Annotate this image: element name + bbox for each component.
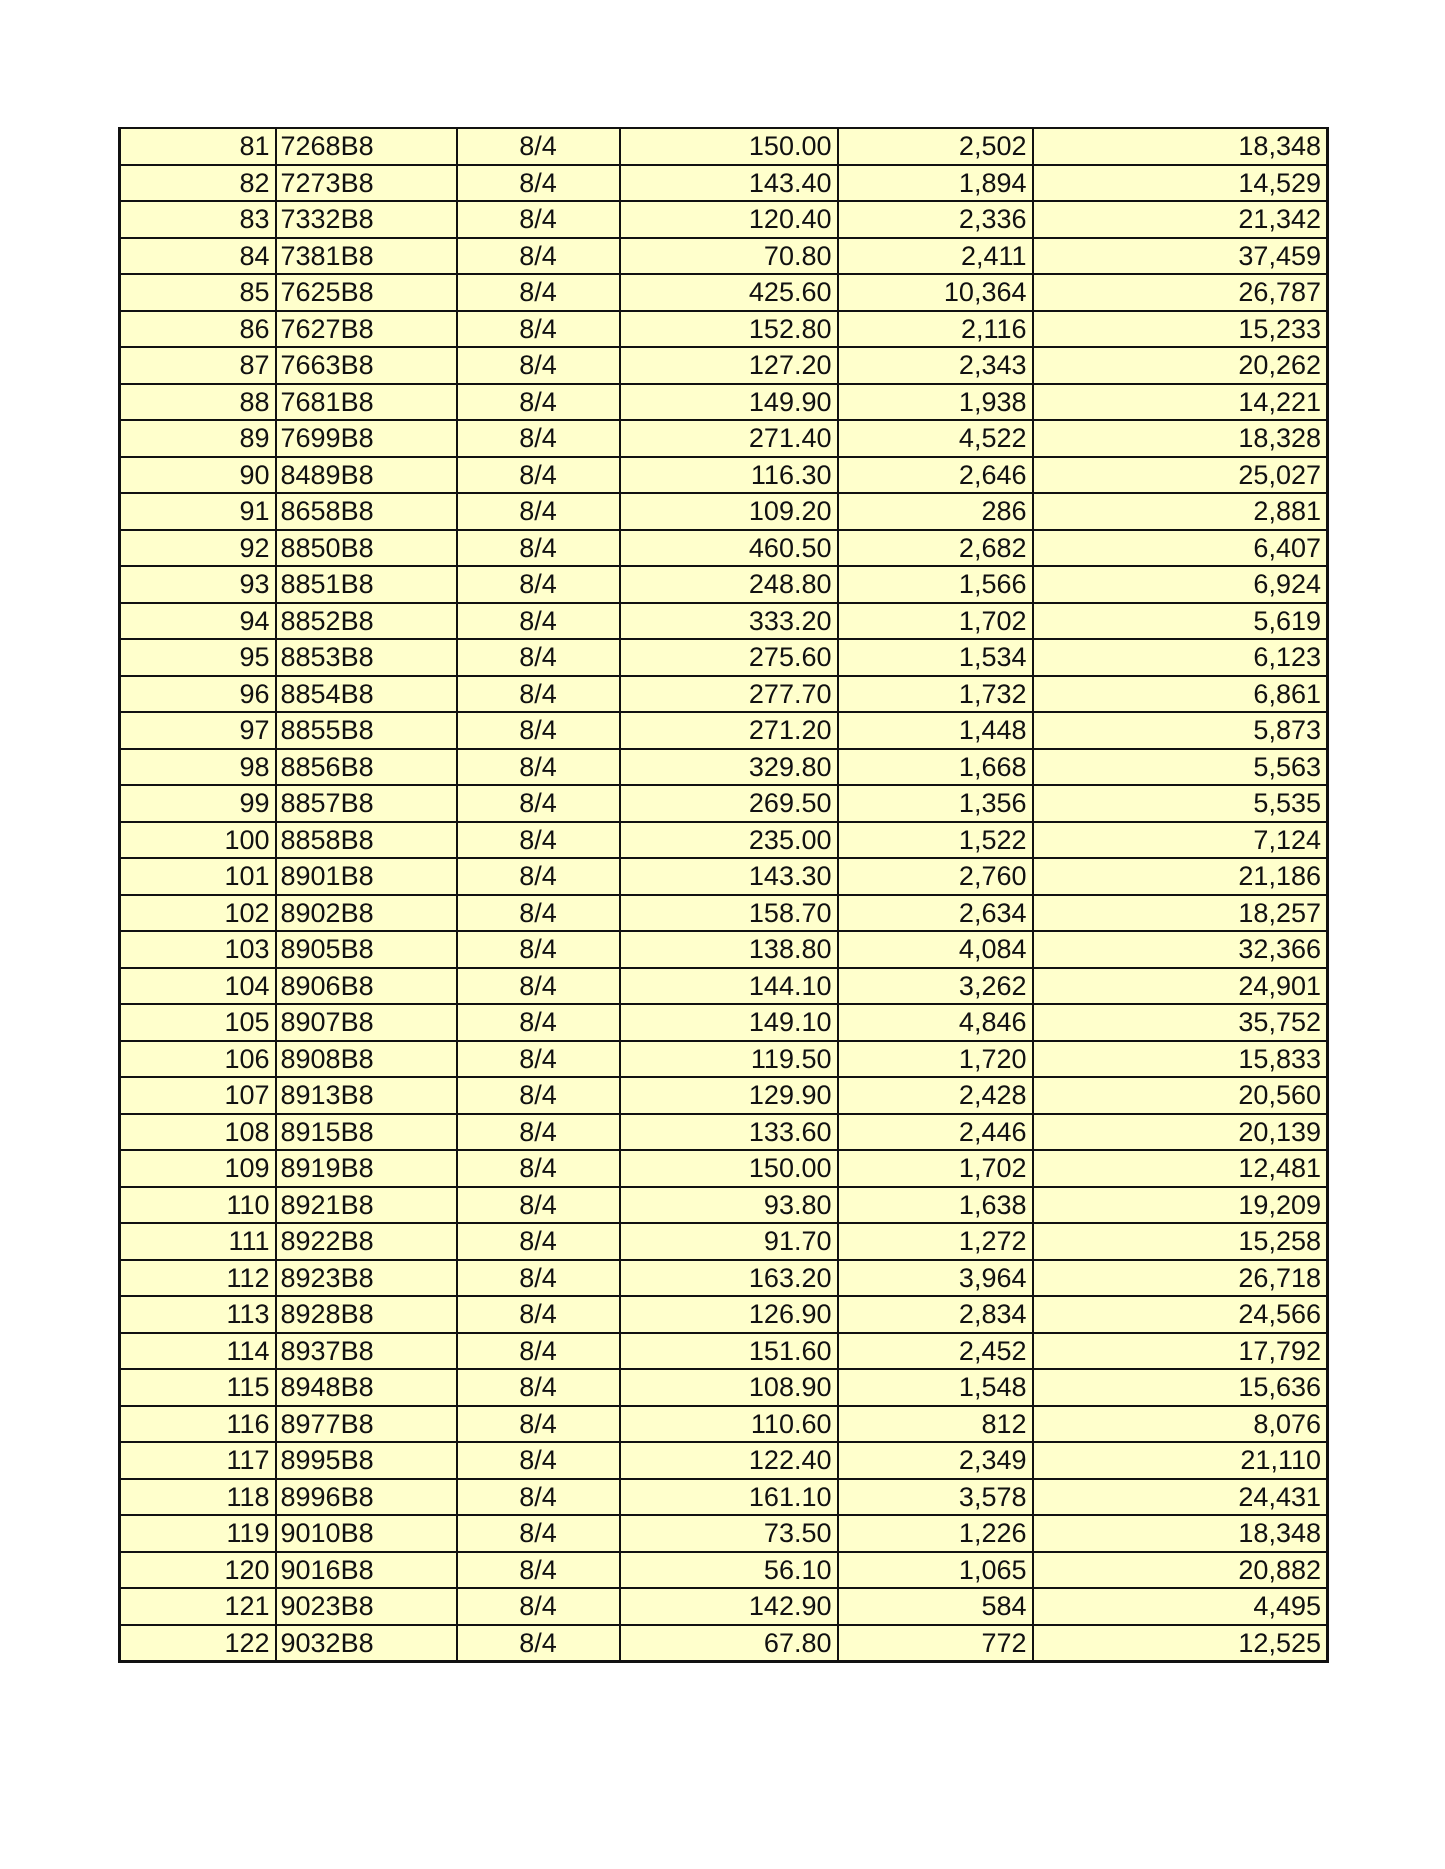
thickness-cell: 8/4 <box>457 639 620 676</box>
row-number-cell: 81 <box>120 128 276 165</box>
thickness-cell: 8/4 <box>457 311 620 348</box>
item-code-cell: 8855B8 <box>276 712 457 749</box>
value-c-cell: 14,529 <box>1033 165 1328 202</box>
row-number-cell: 107 <box>120 1077 276 1114</box>
value-b-cell: 1,702 <box>838 1150 1033 1187</box>
value-b-cell: 1,272 <box>838 1223 1033 1260</box>
value-c-cell: 24,901 <box>1033 968 1328 1005</box>
value-c-cell: 7,124 <box>1033 822 1328 859</box>
row-number-cell: 83 <box>120 201 276 238</box>
value-b-cell: 10,364 <box>838 274 1033 311</box>
table-row <box>120 931 1328 968</box>
value-c-cell: 19,209 <box>1033 1187 1328 1224</box>
value-a-cell: 149.10 <box>620 1004 838 1041</box>
item-code-cell: 8856B8 <box>276 749 457 786</box>
value-c-cell: 5,619 <box>1033 603 1328 640</box>
row-number-cell: 109 <box>120 1150 276 1187</box>
value-a-cell: 119.50 <box>620 1041 838 1078</box>
thickness-cell: 8/4 <box>457 1223 620 1260</box>
row-number-cell: 82 <box>120 165 276 202</box>
item-code-cell: 8854B8 <box>276 676 457 713</box>
table-row <box>120 749 1328 786</box>
value-c-cell: 6,123 <box>1033 639 1328 676</box>
table-row <box>120 1223 1328 1260</box>
value-b-cell: 1,522 <box>838 822 1033 859</box>
value-b-cell: 2,336 <box>838 201 1033 238</box>
item-code-cell: 7381B8 <box>276 238 457 275</box>
value-a-cell: 109.20 <box>620 493 838 530</box>
thickness-cell: 8/4 <box>457 1625 620 1662</box>
value-a-cell: 277.70 <box>620 676 838 713</box>
row-number-cell: 89 <box>120 420 276 457</box>
table-row <box>120 1588 1328 1625</box>
table-row <box>120 1041 1328 1078</box>
row-number-cell: 92 <box>120 530 276 567</box>
table-row <box>120 1442 1328 1479</box>
thickness-cell: 8/4 <box>457 712 620 749</box>
item-code-cell: 8902B8 <box>276 895 457 932</box>
value-c-cell: 24,566 <box>1033 1296 1328 1333</box>
value-c-cell: 18,328 <box>1033 420 1328 457</box>
item-code-cell: 8922B8 <box>276 1223 457 1260</box>
value-c-cell: 20,139 <box>1033 1114 1328 1151</box>
value-c-cell: 15,636 <box>1033 1369 1328 1406</box>
item-code-cell: 8852B8 <box>276 603 457 640</box>
value-a-cell: 163.20 <box>620 1260 838 1297</box>
item-code-cell: 9032B8 <box>276 1625 457 1662</box>
value-a-cell: 108.90 <box>620 1369 838 1406</box>
value-a-cell: 73.50 <box>620 1515 838 1552</box>
row-number-cell: 99 <box>120 785 276 822</box>
value-a-cell: 460.50 <box>620 530 838 567</box>
row-number-cell: 116 <box>120 1406 276 1443</box>
value-b-cell: 1,938 <box>838 384 1033 421</box>
thickness-cell: 8/4 <box>457 1041 620 1078</box>
item-code-cell: 9016B8 <box>276 1552 457 1589</box>
value-a-cell: 93.80 <box>620 1187 838 1224</box>
item-code-cell: 8850B8 <box>276 530 457 567</box>
value-a-cell: 235.00 <box>620 822 838 859</box>
value-b-cell: 3,262 <box>838 968 1033 1005</box>
row-number-cell: 93 <box>120 566 276 603</box>
table-row <box>120 274 1328 311</box>
value-a-cell: 138.80 <box>620 931 838 968</box>
value-c-cell: 18,257 <box>1033 895 1328 932</box>
value-c-cell: 20,262 <box>1033 347 1328 384</box>
value-a-cell: 67.80 <box>620 1625 838 1662</box>
value-c-cell: 17,792 <box>1033 1333 1328 1370</box>
item-code-cell: 8948B8 <box>276 1369 457 1406</box>
row-number-cell: 110 <box>120 1187 276 1224</box>
value-c-cell: 5,563 <box>1033 749 1328 786</box>
table-row <box>120 1077 1328 1114</box>
thickness-cell: 8/4 <box>457 1406 620 1443</box>
table-row <box>120 128 1328 165</box>
value-c-cell: 14,221 <box>1033 384 1328 421</box>
item-code-cell: 8901B8 <box>276 858 457 895</box>
value-b-cell: 1,566 <box>838 566 1033 603</box>
value-b-cell: 4,522 <box>838 420 1033 457</box>
thickness-cell: 8/4 <box>457 1114 620 1151</box>
table-row <box>120 858 1328 895</box>
table-row <box>120 420 1328 457</box>
value-a-cell: 150.00 <box>620 128 838 165</box>
thickness-cell: 8/4 <box>457 384 620 421</box>
value-a-cell: 70.80 <box>620 238 838 275</box>
value-c-cell: 32,366 <box>1033 931 1328 968</box>
value-c-cell: 35,752 <box>1033 1004 1328 1041</box>
item-code-cell: 7681B8 <box>276 384 457 421</box>
value-c-cell: 26,787 <box>1033 274 1328 311</box>
value-b-cell: 2,834 <box>838 1296 1033 1333</box>
row-number-cell: 87 <box>120 347 276 384</box>
item-code-cell: 7273B8 <box>276 165 457 202</box>
thickness-cell: 8/4 <box>457 676 620 713</box>
value-a-cell: 158.70 <box>620 895 838 932</box>
row-number-cell: 112 <box>120 1260 276 1297</box>
table-row <box>120 1187 1328 1224</box>
value-a-cell: 150.00 <box>620 1150 838 1187</box>
thickness-cell: 8/4 <box>457 566 620 603</box>
value-b-cell: 2,116 <box>838 311 1033 348</box>
value-b-cell: 286 <box>838 493 1033 530</box>
table-row <box>120 968 1328 1005</box>
item-code-cell: 8908B8 <box>276 1041 457 1078</box>
thickness-cell: 8/4 <box>457 1442 620 1479</box>
item-code-cell: 8915B8 <box>276 1114 457 1151</box>
item-code-cell: 7663B8 <box>276 347 457 384</box>
value-b-cell: 1,534 <box>838 639 1033 676</box>
value-b-cell: 2,428 <box>838 1077 1033 1114</box>
value-c-cell: 18,348 <box>1033 128 1328 165</box>
row-number-cell: 90 <box>120 457 276 494</box>
row-number-cell: 117 <box>120 1442 276 1479</box>
row-number-cell: 106 <box>120 1041 276 1078</box>
value-c-cell: 20,882 <box>1033 1552 1328 1589</box>
table-row <box>120 1625 1328 1662</box>
value-b-cell: 2,760 <box>838 858 1033 895</box>
thickness-cell: 8/4 <box>457 1333 620 1370</box>
value-a-cell: 269.50 <box>620 785 838 822</box>
value-c-cell: 37,459 <box>1033 238 1328 275</box>
item-code-cell: 8995B8 <box>276 1442 457 1479</box>
value-a-cell: 91.70 <box>620 1223 838 1260</box>
thickness-cell: 8/4 <box>457 931 620 968</box>
value-c-cell: 6,861 <box>1033 676 1328 713</box>
value-c-cell: 15,833 <box>1033 1041 1328 1078</box>
row-number-cell: 97 <box>120 712 276 749</box>
thickness-cell: 8/4 <box>457 1004 620 1041</box>
item-code-cell: 8921B8 <box>276 1187 457 1224</box>
thickness-cell: 8/4 <box>457 493 620 530</box>
item-code-cell: 8913B8 <box>276 1077 457 1114</box>
value-a-cell: 151.60 <box>620 1333 838 1370</box>
value-b-cell: 2,634 <box>838 895 1033 932</box>
table-row <box>120 895 1328 932</box>
table-row <box>120 603 1328 640</box>
value-a-cell: 275.60 <box>620 639 838 676</box>
item-code-cell: 8977B8 <box>276 1406 457 1443</box>
item-code-cell: 8858B8 <box>276 822 457 859</box>
table-row <box>120 347 1328 384</box>
value-b-cell: 1,702 <box>838 603 1033 640</box>
thickness-cell: 8/4 <box>457 1588 620 1625</box>
value-c-cell: 15,233 <box>1033 311 1328 348</box>
row-number-cell: 100 <box>120 822 276 859</box>
thickness-cell: 8/4 <box>457 1479 620 1516</box>
item-code-cell: 7627B8 <box>276 311 457 348</box>
value-a-cell: 116.30 <box>620 457 838 494</box>
row-number-cell: 91 <box>120 493 276 530</box>
value-a-cell: 126.90 <box>620 1296 838 1333</box>
value-b-cell: 1,894 <box>838 165 1033 202</box>
value-b-cell: 1,720 <box>838 1041 1033 1078</box>
table-row <box>120 1150 1328 1187</box>
value-b-cell: 584 <box>838 1588 1033 1625</box>
table-row <box>120 712 1328 749</box>
thickness-cell: 8/4 <box>457 1515 620 1552</box>
row-number-cell: 104 <box>120 968 276 1005</box>
value-a-cell: 149.90 <box>620 384 838 421</box>
value-b-cell: 772 <box>838 1625 1033 1662</box>
value-c-cell: 6,407 <box>1033 530 1328 567</box>
row-number-cell: 96 <box>120 676 276 713</box>
value-a-cell: 248.80 <box>620 566 838 603</box>
table-row <box>120 1369 1328 1406</box>
table-row <box>120 1260 1328 1297</box>
row-number-cell: 94 <box>120 603 276 640</box>
value-a-cell: 143.40 <box>620 165 838 202</box>
value-a-cell: 110.60 <box>620 1406 838 1443</box>
table-row <box>120 785 1328 822</box>
value-a-cell: 425.60 <box>620 274 838 311</box>
value-b-cell: 2,682 <box>838 530 1033 567</box>
value-b-cell: 3,964 <box>838 1260 1033 1297</box>
value-b-cell: 1,548 <box>838 1369 1033 1406</box>
thickness-cell: 8/4 <box>457 347 620 384</box>
value-b-cell: 1,448 <box>838 712 1033 749</box>
value-b-cell: 1,356 <box>838 785 1033 822</box>
thickness-cell: 8/4 <box>457 1150 620 1187</box>
value-c-cell: 5,873 <box>1033 712 1328 749</box>
value-b-cell: 2,502 <box>838 128 1033 165</box>
row-number-cell: 121 <box>120 1588 276 1625</box>
table-body <box>120 128 1328 1662</box>
value-a-cell: 161.10 <box>620 1479 838 1516</box>
table-row <box>120 311 1328 348</box>
table-row <box>120 822 1328 859</box>
table-row <box>120 639 1328 676</box>
value-a-cell: 122.40 <box>620 1442 838 1479</box>
value-a-cell: 144.10 <box>620 968 838 1005</box>
item-code-cell: 8857B8 <box>276 785 457 822</box>
item-code-cell: 7268B8 <box>276 128 457 165</box>
value-b-cell: 2,452 <box>838 1333 1033 1370</box>
value-c-cell: 18,348 <box>1033 1515 1328 1552</box>
thickness-cell: 8/4 <box>457 420 620 457</box>
item-code-cell: 7332B8 <box>276 201 457 238</box>
value-b-cell: 4,846 <box>838 1004 1033 1041</box>
value-c-cell: 21,342 <box>1033 201 1328 238</box>
value-a-cell: 127.20 <box>620 347 838 384</box>
value-c-cell: 4,495 <box>1033 1588 1328 1625</box>
thickness-cell: 8/4 <box>457 1296 620 1333</box>
value-b-cell: 812 <box>838 1406 1033 1443</box>
item-code-cell: 8923B8 <box>276 1260 457 1297</box>
item-code-cell: 8907B8 <box>276 1004 457 1041</box>
value-b-cell: 2,446 <box>838 1114 1033 1151</box>
row-number-cell: 118 <box>120 1479 276 1516</box>
item-code-cell: 8851B8 <box>276 566 457 603</box>
row-number-cell: 86 <box>120 311 276 348</box>
item-code-cell: 8906B8 <box>276 968 457 1005</box>
value-c-cell: 20,560 <box>1033 1077 1328 1114</box>
row-number-cell: 85 <box>120 274 276 311</box>
table-row <box>120 1114 1328 1151</box>
item-code-cell: 8905B8 <box>276 931 457 968</box>
value-a-cell: 143.30 <box>620 858 838 895</box>
thickness-cell: 8/4 <box>457 1260 620 1297</box>
row-number-cell: 102 <box>120 895 276 932</box>
row-number-cell: 103 <box>120 931 276 968</box>
table-row <box>120 676 1328 713</box>
thickness-cell: 8/4 <box>457 858 620 895</box>
value-c-cell: 6,924 <box>1033 566 1328 603</box>
row-number-cell: 101 <box>120 858 276 895</box>
thickness-cell: 8/4 <box>457 1369 620 1406</box>
item-code-cell: 7699B8 <box>276 420 457 457</box>
value-a-cell: 129.90 <box>620 1077 838 1114</box>
table-row <box>120 1552 1328 1589</box>
item-code-cell: 9023B8 <box>276 1588 457 1625</box>
value-c-cell: 21,110 <box>1033 1442 1328 1479</box>
row-number-cell: 114 <box>120 1333 276 1370</box>
row-number-cell: 105 <box>120 1004 276 1041</box>
value-c-cell: 15,258 <box>1033 1223 1328 1260</box>
row-number-cell: 95 <box>120 639 276 676</box>
value-b-cell: 2,646 <box>838 457 1033 494</box>
row-number-cell: 122 <box>120 1625 276 1662</box>
thickness-cell: 8/4 <box>457 785 620 822</box>
thickness-cell: 8/4 <box>457 274 620 311</box>
table-row <box>120 165 1328 202</box>
data-table <box>118 127 1329 1663</box>
table-row <box>120 1515 1328 1552</box>
thickness-cell: 8/4 <box>457 749 620 786</box>
row-number-cell: 115 <box>120 1369 276 1406</box>
item-code-cell: 8658B8 <box>276 493 457 530</box>
value-c-cell: 5,535 <box>1033 785 1328 822</box>
value-b-cell: 1,226 <box>838 1515 1033 1552</box>
table-row <box>120 201 1328 238</box>
thickness-cell: 8/4 <box>457 1077 620 1114</box>
row-number-cell: 98 <box>120 749 276 786</box>
value-a-cell: 142.90 <box>620 1588 838 1625</box>
table-row <box>120 1004 1328 1041</box>
table-row <box>120 493 1328 530</box>
value-a-cell: 56.10 <box>620 1552 838 1589</box>
row-number-cell: 113 <box>120 1296 276 1333</box>
item-code-cell: 8919B8 <box>276 1150 457 1187</box>
item-code-cell: 8996B8 <box>276 1479 457 1516</box>
thickness-cell: 8/4 <box>457 895 620 932</box>
value-b-cell: 1,668 <box>838 749 1033 786</box>
item-code-cell: 8937B8 <box>276 1333 457 1370</box>
table-row <box>120 1479 1328 1516</box>
thickness-cell: 8/4 <box>457 128 620 165</box>
thickness-cell: 8/4 <box>457 822 620 859</box>
value-a-cell: 120.40 <box>620 201 838 238</box>
thickness-cell: 8/4 <box>457 165 620 202</box>
value-c-cell: 21,186 <box>1033 858 1328 895</box>
row-number-cell: 88 <box>120 384 276 421</box>
table-row <box>120 238 1328 275</box>
table-row <box>120 1333 1328 1370</box>
thickness-cell: 8/4 <box>457 603 620 640</box>
value-a-cell: 271.40 <box>620 420 838 457</box>
value-c-cell: 25,027 <box>1033 457 1328 494</box>
item-code-cell: 8489B8 <box>276 457 457 494</box>
value-a-cell: 333.20 <box>620 603 838 640</box>
item-code-cell: 8853B8 <box>276 639 457 676</box>
value-a-cell: 271.20 <box>620 712 838 749</box>
thickness-cell: 8/4 <box>457 530 620 567</box>
table-row <box>120 566 1328 603</box>
thickness-cell: 8/4 <box>457 201 620 238</box>
value-a-cell: 152.80 <box>620 311 838 348</box>
value-b-cell: 2,411 <box>838 238 1033 275</box>
value-c-cell: 2,881 <box>1033 493 1328 530</box>
value-b-cell: 2,343 <box>838 347 1033 384</box>
value-c-cell: 12,481 <box>1033 1150 1328 1187</box>
value-a-cell: 133.60 <box>620 1114 838 1151</box>
table-row <box>120 1296 1328 1333</box>
table-row <box>120 384 1328 421</box>
row-number-cell: 84 <box>120 238 276 275</box>
table-row <box>120 1406 1328 1443</box>
value-c-cell: 24,431 <box>1033 1479 1328 1516</box>
item-code-cell: 8928B8 <box>276 1296 457 1333</box>
value-b-cell: 4,084 <box>838 931 1033 968</box>
value-c-cell: 8,076 <box>1033 1406 1328 1443</box>
item-code-cell: 9010B8 <box>276 1515 457 1552</box>
value-c-cell: 26,718 <box>1033 1260 1328 1297</box>
value-c-cell: 12,525 <box>1033 1625 1328 1662</box>
row-number-cell: 108 <box>120 1114 276 1151</box>
item-code-cell: 7625B8 <box>276 274 457 311</box>
row-number-cell: 111 <box>120 1223 276 1260</box>
table-row <box>120 457 1328 494</box>
row-number-cell: 120 <box>120 1552 276 1589</box>
value-a-cell: 329.80 <box>620 749 838 786</box>
thickness-cell: 8/4 <box>457 968 620 1005</box>
row-number-cell: 119 <box>120 1515 276 1552</box>
value-b-cell: 1,065 <box>838 1552 1033 1589</box>
value-b-cell: 2,349 <box>838 1442 1033 1479</box>
thickness-cell: 8/4 <box>457 1187 620 1224</box>
thickness-cell: 8/4 <box>457 457 620 494</box>
thickness-cell: 8/4 <box>457 1552 620 1589</box>
value-b-cell: 1,732 <box>838 676 1033 713</box>
table-row <box>120 530 1328 567</box>
thickness-cell: 8/4 <box>457 238 620 275</box>
value-b-cell: 1,638 <box>838 1187 1033 1224</box>
value-b-cell: 3,578 <box>838 1479 1033 1516</box>
